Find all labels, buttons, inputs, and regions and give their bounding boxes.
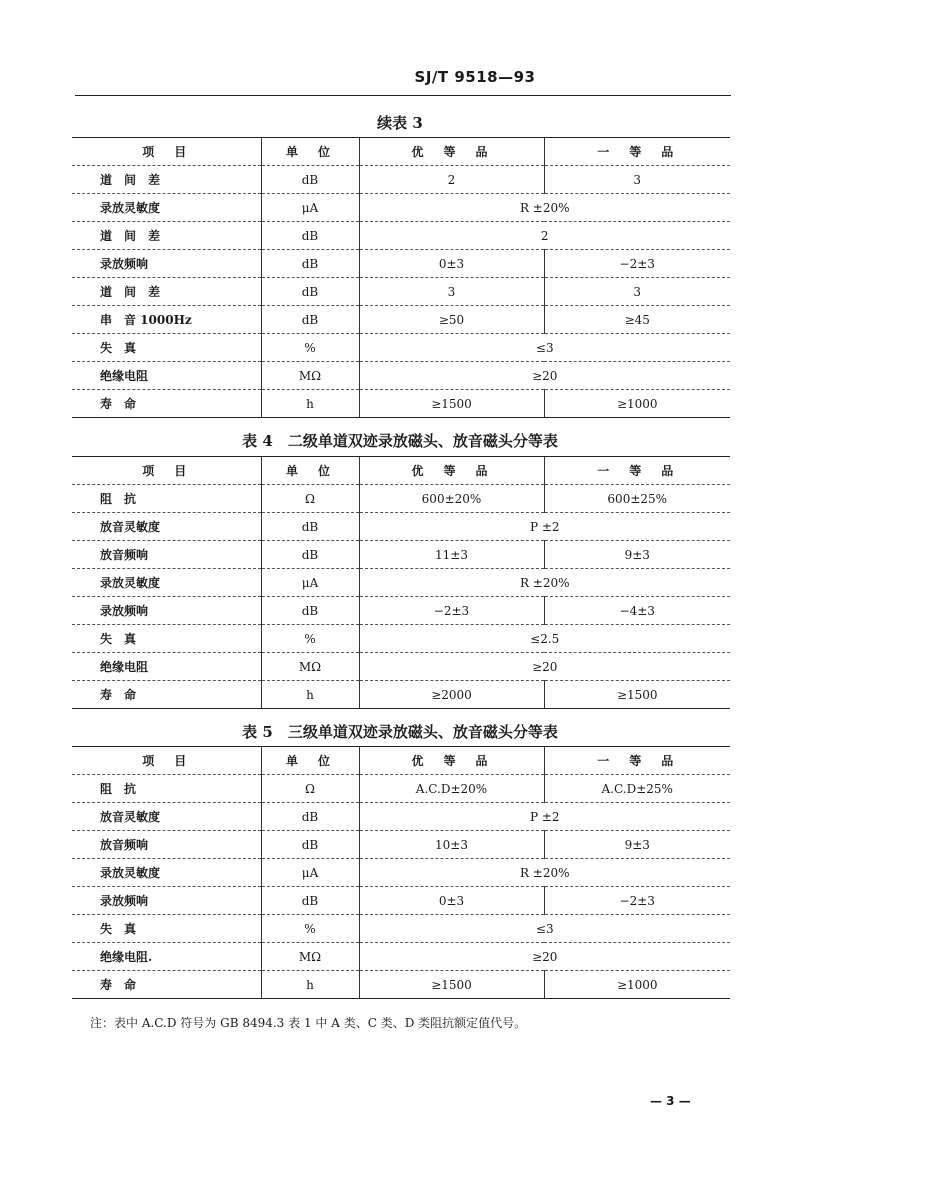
item-cell: 绝缘电阻. <box>72 943 261 971</box>
column-header: 单 位 <box>261 138 359 166</box>
premium-grade-cell: 2 <box>359 166 544 194</box>
premium-grade-cell: ≥2000 <box>359 681 544 709</box>
first-grade-cell: ≥1000 <box>544 390 730 418</box>
item-cell: 绝缘电阻 <box>72 362 261 390</box>
table-row <box>72 859 730 887</box>
table-row <box>72 943 730 971</box>
table3-caption: 续表 3 <box>377 114 423 132</box>
merged-grade-cell: ≥20 <box>359 362 730 390</box>
unit-cell: dB <box>261 803 359 831</box>
item-cell: 录放灵敏度 <box>72 569 261 597</box>
unit-cell: MΩ <box>261 362 359 390</box>
merged-grade-cell: 2 <box>359 222 730 250</box>
table-row <box>72 166 730 194</box>
merged-grade-cell: R ±20% <box>359 859 730 887</box>
column-header: 单 位 <box>261 457 359 485</box>
unit-cell: % <box>261 915 359 943</box>
table-row <box>72 222 730 250</box>
first-grade-cell: −4±3 <box>544 597 730 625</box>
item-cell: 放音频响 <box>72 831 261 859</box>
merged-grade-cell: ≤3 <box>359 334 730 362</box>
item-cell: 失 真 <box>72 334 261 362</box>
premium-grade-cell: ≥1500 <box>359 390 544 418</box>
unit-cell: h <box>261 390 359 418</box>
table-row <box>72 569 730 597</box>
table-row <box>72 306 730 334</box>
column-header: 优 等 品 <box>359 138 544 166</box>
merged-grade-cell: P ±2 <box>359 513 730 541</box>
unit-cell: % <box>261 625 359 653</box>
column-header: 项 目 <box>72 138 261 166</box>
column-header: 优 等 品 <box>359 747 544 775</box>
item-cell: 道 间 差 <box>72 278 261 306</box>
merged-grade-cell: P ±2 <box>359 803 730 831</box>
table-row <box>72 250 730 278</box>
column-header: 单 位 <box>261 747 359 775</box>
first-grade-cell: ≥1000 <box>544 971 730 999</box>
unit-cell: h <box>261 681 359 709</box>
unit-cell: dB <box>261 513 359 541</box>
unit-cell: dB <box>261 222 359 250</box>
table-row <box>72 194 730 222</box>
unit-cell: h <box>261 971 359 999</box>
premium-grade-cell: 3 <box>359 278 544 306</box>
column-header: 一 等 品 <box>544 747 730 775</box>
unit-cell: dB <box>261 250 359 278</box>
page-header-standard-number: SJ/T 9518—93 <box>414 68 536 86</box>
item-cell: 阻 抗 <box>72 775 261 803</box>
unit-cell: dB <box>261 597 359 625</box>
table4-caption: 表 4 二级单道双迹录放磁头、放音磁头分等表 <box>242 432 558 450</box>
unit-cell: dB <box>261 166 359 194</box>
unit-cell: Ω <box>261 485 359 513</box>
item-cell: 道 间 差 <box>72 222 261 250</box>
first-grade-cell: A.C.D±25% <box>544 775 730 803</box>
unit-cell: MΩ <box>261 943 359 971</box>
unit-cell: MΩ <box>261 653 359 681</box>
first-grade-cell: 3 <box>544 166 730 194</box>
merged-grade-cell: ≤3 <box>359 915 730 943</box>
unit-cell: % <box>261 334 359 362</box>
item-cell: 寿 命 <box>72 390 261 418</box>
table-row <box>72 278 730 306</box>
table4 <box>72 456 730 709</box>
item-cell: 录放频响 <box>72 250 261 278</box>
table-row <box>72 390 730 418</box>
item-cell: 寿 命 <box>72 681 261 709</box>
table-row <box>72 485 730 513</box>
column-header: 一 等 品 <box>544 457 730 485</box>
table-row <box>72 887 730 915</box>
premium-grade-cell: A.C.D±20% <box>359 775 544 803</box>
table5-caption: 表 5 三级单道双迹录放磁头、放音磁头分等表 <box>242 723 558 741</box>
first-grade-cell: 3 <box>544 278 730 306</box>
unit-cell: dB <box>261 278 359 306</box>
first-grade-cell: −2±3 <box>544 887 730 915</box>
column-header: 一 等 品 <box>544 138 730 166</box>
first-grade-cell: −2±3 <box>544 250 730 278</box>
unit-cell: μA <box>261 194 359 222</box>
premium-grade-cell: 0±3 <box>359 887 544 915</box>
page-number: — 3 — <box>650 1094 691 1108</box>
table5 <box>72 746 730 999</box>
table-header-row <box>72 138 730 166</box>
item-cell: 寿 命 <box>72 971 261 999</box>
table-row <box>72 681 730 709</box>
table-row <box>72 971 730 999</box>
premium-grade-cell: ≥50 <box>359 306 544 334</box>
first-grade-cell: 9±3 <box>544 541 730 569</box>
unit-cell: μA <box>261 569 359 597</box>
table-row <box>72 803 730 831</box>
premium-grade-cell: ≥1500 <box>359 971 544 999</box>
item-cell: 放音频响 <box>72 541 261 569</box>
table3-cont <box>72 137 730 418</box>
item-cell: 阻 抗 <box>72 485 261 513</box>
column-header: 优 等 品 <box>359 457 544 485</box>
table-row <box>72 334 730 362</box>
first-grade-cell: ≥45 <box>544 306 730 334</box>
first-grade-cell: 9±3 <box>544 831 730 859</box>
item-cell: 放音灵敏度 <box>72 803 261 831</box>
premium-grade-cell: −2±3 <box>359 597 544 625</box>
column-header: 项 目 <box>72 747 261 775</box>
unit-cell: dB <box>261 306 359 334</box>
merged-grade-cell: ≤2.5 <box>359 625 730 653</box>
table-header-row <box>72 747 730 775</box>
column-header: 项 目 <box>72 457 261 485</box>
merged-grade-cell: R ±20% <box>359 569 730 597</box>
merged-grade-cell: ≥20 <box>359 943 730 971</box>
merged-grade-cell: R ±20% <box>359 194 730 222</box>
item-cell: 失 真 <box>72 915 261 943</box>
table-row <box>72 775 730 803</box>
unit-cell: dB <box>261 831 359 859</box>
item-cell: 录放灵敏度 <box>72 194 261 222</box>
item-cell: 录放频响 <box>72 887 261 915</box>
item-cell: 录放灵敏度 <box>72 859 261 887</box>
merged-grade-cell: ≥20 <box>359 653 730 681</box>
item-cell: 失 真 <box>72 625 261 653</box>
first-grade-cell: 600±25% <box>544 485 730 513</box>
table-header-row <box>72 457 730 485</box>
premium-grade-cell: 0±3 <box>359 250 544 278</box>
item-cell: 放音灵敏度 <box>72 513 261 541</box>
premium-grade-cell: 600±20% <box>359 485 544 513</box>
table-row <box>72 915 730 943</box>
unit-cell: dB <box>261 887 359 915</box>
first-grade-cell: ≥1500 <box>544 681 730 709</box>
table-row <box>72 513 730 541</box>
premium-grade-cell: 11±3 <box>359 541 544 569</box>
item-cell: 道 间 差 <box>72 166 261 194</box>
unit-cell: Ω <box>261 775 359 803</box>
premium-grade-cell: 10±3 <box>359 831 544 859</box>
table-footnote: 注：表中 A.C.D 符号为 GB 8494.3 表 1 中 A 类、C 类、D 类阻抗额定值代号。 <box>90 1016 527 1030</box>
table-row <box>72 653 730 681</box>
table-row <box>72 362 730 390</box>
item-cell: 串 音 1000Hz <box>72 306 261 334</box>
table-row <box>72 541 730 569</box>
table-row <box>72 625 730 653</box>
item-cell: 绝缘电阻 <box>72 653 261 681</box>
unit-cell: dB <box>261 541 359 569</box>
header-rule <box>75 95 731 96</box>
table-row <box>72 831 730 859</box>
table-row <box>72 597 730 625</box>
item-cell: 录放频响 <box>72 597 261 625</box>
unit-cell: μA <box>261 859 359 887</box>
